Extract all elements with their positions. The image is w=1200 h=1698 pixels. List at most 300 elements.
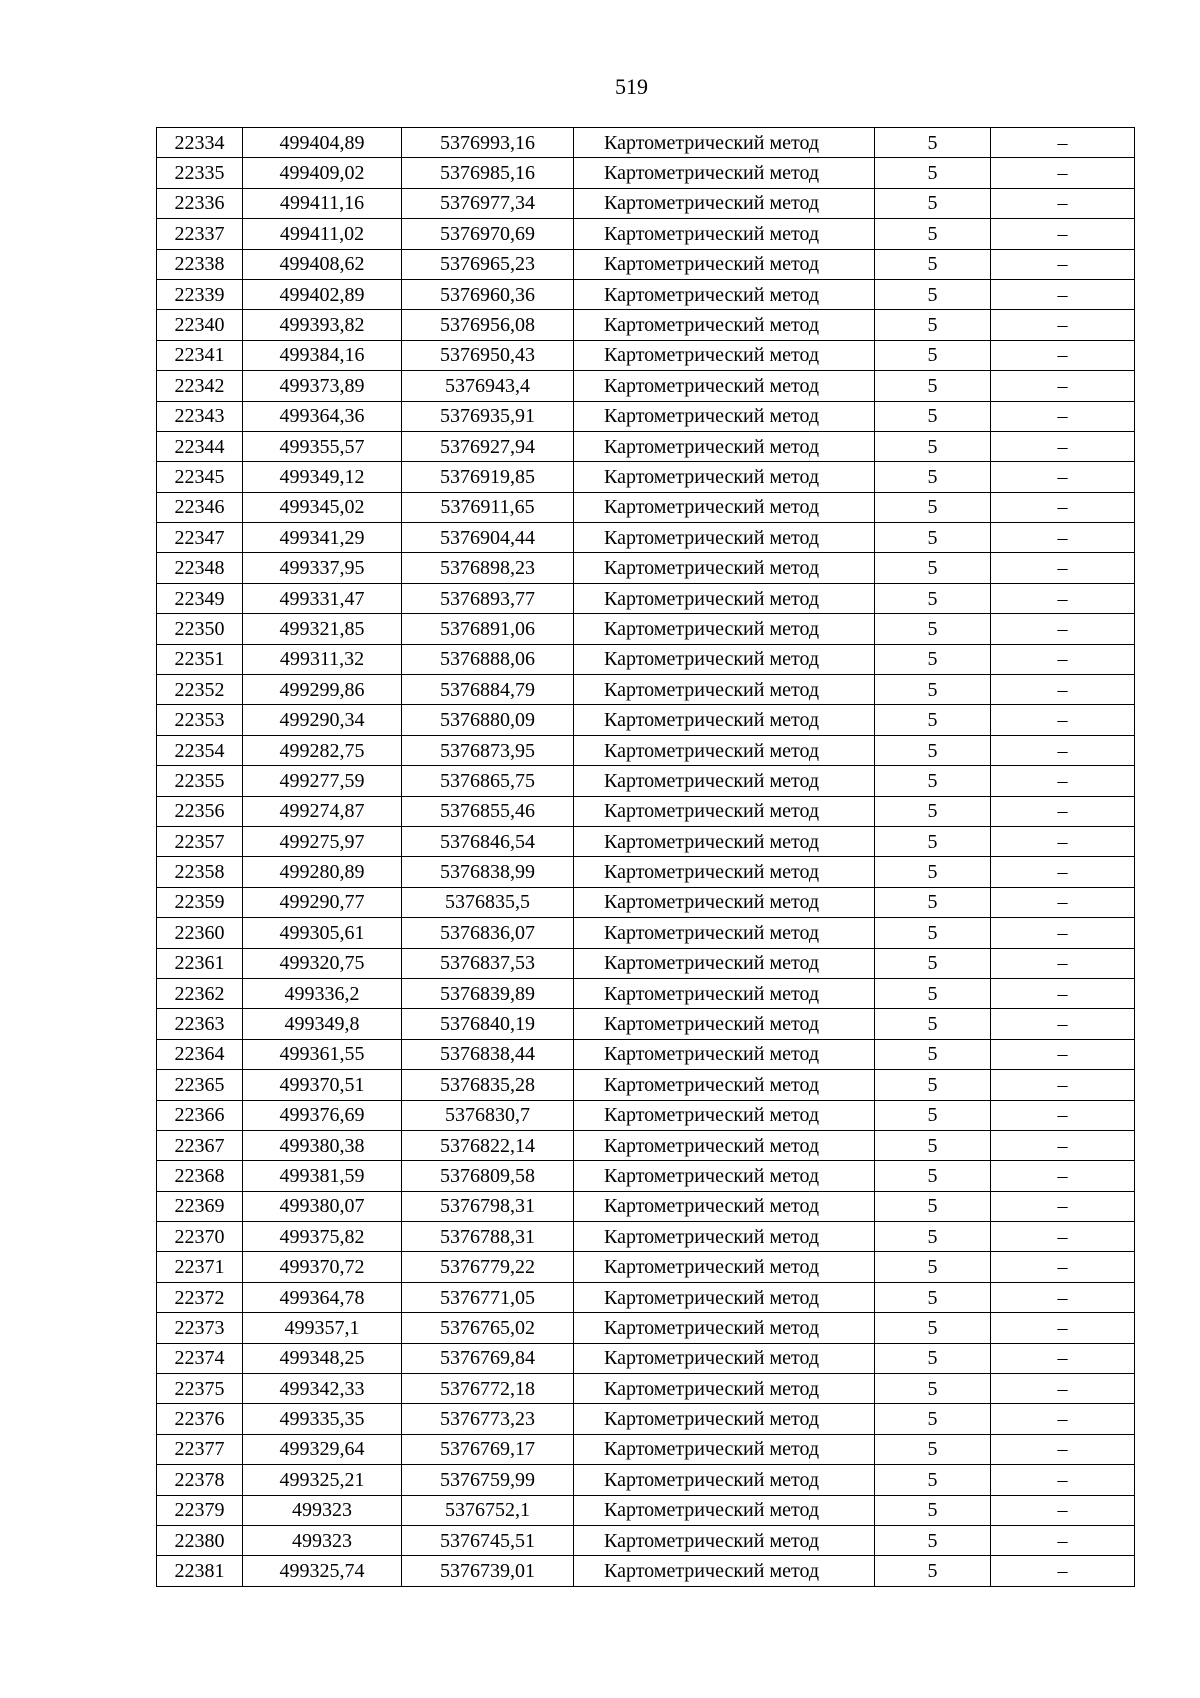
accuracy-cell: 5 bbox=[875, 1343, 991, 1373]
method-cell: Картометрический метод bbox=[574, 1222, 875, 1252]
point-number-cell: 22379 bbox=[157, 1495, 243, 1525]
table-row bbox=[157, 1100, 1135, 1130]
point-number-cell: 22342 bbox=[157, 371, 243, 401]
table-row bbox=[157, 1374, 1135, 1404]
accuracy-cell: 5 bbox=[875, 340, 991, 370]
table-body bbox=[157, 128, 1135, 1587]
method-cell: Картометрический метод bbox=[574, 918, 875, 948]
note-cell: – bbox=[991, 1374, 1135, 1404]
point-number-cell: 22376 bbox=[157, 1404, 243, 1434]
y-coordinate-cell: 5376977,34 bbox=[402, 188, 574, 218]
y-coordinate-cell: 5376779,22 bbox=[402, 1252, 574, 1282]
table-row bbox=[157, 735, 1135, 765]
table-row bbox=[157, 826, 1135, 856]
accuracy-cell: 5 bbox=[875, 279, 991, 309]
y-coordinate-cell: 5376798,31 bbox=[402, 1191, 574, 1221]
table-row bbox=[157, 1343, 1135, 1373]
x-coordinate-cell: 499357,1 bbox=[243, 1313, 402, 1343]
method-cell: Картометрический метод bbox=[574, 401, 875, 431]
x-coordinate-cell: 499342,33 bbox=[243, 1374, 402, 1404]
accuracy-cell: 5 bbox=[875, 1252, 991, 1282]
note-cell: – bbox=[991, 462, 1135, 492]
table-row bbox=[157, 1161, 1135, 1191]
note-cell: – bbox=[991, 675, 1135, 705]
point-number-cell: 22336 bbox=[157, 188, 243, 218]
table-row bbox=[157, 583, 1135, 613]
table-row bbox=[157, 675, 1135, 705]
table-row bbox=[157, 158, 1135, 188]
y-coordinate-cell: 5376888,06 bbox=[402, 644, 574, 674]
method-cell: Картометрический метод bbox=[574, 279, 875, 309]
method-cell: Картометрический метод bbox=[574, 887, 875, 917]
table-row bbox=[157, 887, 1135, 917]
table-row bbox=[157, 948, 1135, 978]
point-number-cell: 22352 bbox=[157, 675, 243, 705]
accuracy-cell: 5 bbox=[875, 310, 991, 340]
method-cell: Картометрический метод bbox=[574, 158, 875, 188]
accuracy-cell: 5 bbox=[875, 1282, 991, 1312]
note-cell: – bbox=[991, 128, 1135, 158]
x-coordinate-cell: 499411,02 bbox=[243, 219, 402, 249]
y-coordinate-cell: 5376835,28 bbox=[402, 1070, 574, 1100]
method-cell: Картометрический метод bbox=[574, 1039, 875, 1069]
x-coordinate-cell: 499323 bbox=[243, 1495, 402, 1525]
y-coordinate-cell: 5376839,89 bbox=[402, 978, 574, 1008]
note-cell: – bbox=[991, 279, 1135, 309]
x-coordinate-cell: 499275,97 bbox=[243, 826, 402, 856]
method-cell: Картометрический метод bbox=[574, 675, 875, 705]
method-cell: Картометрический метод bbox=[574, 310, 875, 340]
x-coordinate-cell: 499380,38 bbox=[243, 1130, 402, 1160]
table-row bbox=[157, 1130, 1135, 1160]
point-number-cell: 22356 bbox=[157, 796, 243, 826]
method-cell: Картометрический метод bbox=[574, 1130, 875, 1160]
method-cell: Картометрический метод bbox=[574, 219, 875, 249]
method-cell: Картометрический метод bbox=[574, 1556, 875, 1586]
table-row bbox=[157, 401, 1135, 431]
y-coordinate-cell: 5376769,84 bbox=[402, 1343, 574, 1373]
x-coordinate-cell: 499325,74 bbox=[243, 1556, 402, 1586]
y-coordinate-cell: 5376771,05 bbox=[402, 1282, 574, 1312]
page-number: 519 bbox=[615, 74, 648, 99]
point-number-cell: 22347 bbox=[157, 523, 243, 553]
point-number-cell: 22337 bbox=[157, 219, 243, 249]
table-row bbox=[157, 1039, 1135, 1069]
point-number-cell: 22348 bbox=[157, 553, 243, 583]
method-cell: Картометрический метод bbox=[574, 1252, 875, 1282]
note-cell: – bbox=[991, 1525, 1135, 1555]
x-coordinate-cell: 499321,85 bbox=[243, 614, 402, 644]
method-cell: Картометрический метод bbox=[574, 614, 875, 644]
accuracy-cell: 5 bbox=[875, 401, 991, 431]
x-coordinate-cell: 499277,59 bbox=[243, 766, 402, 796]
accuracy-cell: 5 bbox=[875, 128, 991, 158]
table-row bbox=[157, 1525, 1135, 1555]
point-number-cell: 22341 bbox=[157, 340, 243, 370]
note-cell: – bbox=[991, 1222, 1135, 1252]
table-row bbox=[157, 614, 1135, 644]
point-number-cell: 22346 bbox=[157, 492, 243, 522]
note-cell: – bbox=[991, 1343, 1135, 1373]
table-row bbox=[157, 918, 1135, 948]
y-coordinate-cell: 5376838,44 bbox=[402, 1039, 574, 1069]
method-cell: Картометрический метод bbox=[574, 766, 875, 796]
accuracy-cell: 5 bbox=[875, 1434, 991, 1464]
method-cell: Картометрический метод bbox=[574, 1343, 875, 1373]
table-row bbox=[157, 249, 1135, 279]
point-number-cell: 22335 bbox=[157, 158, 243, 188]
point-number-cell: 22377 bbox=[157, 1434, 243, 1464]
table-row bbox=[157, 1009, 1135, 1039]
table-row bbox=[157, 553, 1135, 583]
x-coordinate-cell: 499325,21 bbox=[243, 1465, 402, 1495]
table-row bbox=[157, 705, 1135, 735]
note-cell: – bbox=[991, 978, 1135, 1008]
method-cell: Картометрический метод bbox=[574, 188, 875, 218]
point-number-cell: 22365 bbox=[157, 1070, 243, 1100]
accuracy-cell: 5 bbox=[875, 462, 991, 492]
y-coordinate-cell: 5376880,09 bbox=[402, 705, 574, 735]
table-row bbox=[157, 462, 1135, 492]
y-coordinate-cell: 5376865,75 bbox=[402, 766, 574, 796]
note-cell: – bbox=[991, 1191, 1135, 1221]
y-coordinate-cell: 5376935,91 bbox=[402, 401, 574, 431]
table-row bbox=[157, 857, 1135, 887]
x-coordinate-cell: 499345,02 bbox=[243, 492, 402, 522]
point-number-cell: 22372 bbox=[157, 1282, 243, 1312]
y-coordinate-cell: 5376960,36 bbox=[402, 279, 574, 309]
y-coordinate-cell: 5376846,54 bbox=[402, 826, 574, 856]
method-cell: Картометрический метод bbox=[574, 523, 875, 553]
accuracy-cell: 5 bbox=[875, 553, 991, 583]
accuracy-cell: 5 bbox=[875, 1495, 991, 1525]
method-cell: Картометрический метод bbox=[574, 857, 875, 887]
method-cell: Картометрический метод bbox=[574, 1495, 875, 1525]
table-row bbox=[157, 1465, 1135, 1495]
y-coordinate-cell: 5376993,16 bbox=[402, 128, 574, 158]
method-cell: Картометрический метод bbox=[574, 1404, 875, 1434]
method-cell: Картометрический метод bbox=[574, 1525, 875, 1555]
note-cell: – bbox=[991, 553, 1135, 583]
y-coordinate-cell: 5376950,43 bbox=[402, 340, 574, 370]
y-coordinate-cell: 5376884,79 bbox=[402, 675, 574, 705]
note-cell: – bbox=[991, 705, 1135, 735]
x-coordinate-cell: 499337,95 bbox=[243, 553, 402, 583]
x-coordinate-cell: 499329,64 bbox=[243, 1434, 402, 1464]
method-cell: Картометрический метод bbox=[574, 1282, 875, 1312]
table-row bbox=[157, 1222, 1135, 1252]
table-row bbox=[157, 340, 1135, 370]
table-row bbox=[157, 188, 1135, 218]
y-coordinate-cell: 5376838,99 bbox=[402, 857, 574, 887]
accuracy-cell: 5 bbox=[875, 948, 991, 978]
note-cell: – bbox=[991, 1130, 1135, 1160]
table-row bbox=[157, 310, 1135, 340]
coordinates-table bbox=[156, 127, 1135, 1587]
y-coordinate-cell: 5376898,23 bbox=[402, 553, 574, 583]
y-coordinate-cell: 5376904,44 bbox=[402, 523, 574, 553]
y-coordinate-cell: 5376840,19 bbox=[402, 1009, 574, 1039]
accuracy-cell: 5 bbox=[875, 766, 991, 796]
method-cell: Картометрический метод bbox=[574, 735, 875, 765]
point-number-cell: 22364 bbox=[157, 1039, 243, 1069]
accuracy-cell: 5 bbox=[875, 1100, 991, 1130]
note-cell: – bbox=[991, 1100, 1135, 1130]
point-number-cell: 22370 bbox=[157, 1222, 243, 1252]
table-row bbox=[157, 219, 1135, 249]
accuracy-cell: 5 bbox=[875, 675, 991, 705]
note-cell: – bbox=[991, 583, 1135, 613]
point-number-cell: 22350 bbox=[157, 614, 243, 644]
x-coordinate-cell: 499376,69 bbox=[243, 1100, 402, 1130]
point-number-cell: 22367 bbox=[157, 1130, 243, 1160]
y-coordinate-cell: 5376965,23 bbox=[402, 249, 574, 279]
point-number-cell: 22351 bbox=[157, 644, 243, 674]
note-cell: – bbox=[991, 492, 1135, 522]
point-number-cell: 22338 bbox=[157, 249, 243, 279]
y-coordinate-cell: 5376752,1 bbox=[402, 1495, 574, 1525]
method-cell: Картометрический метод bbox=[574, 705, 875, 735]
accuracy-cell: 5 bbox=[875, 1525, 991, 1555]
y-coordinate-cell: 5376765,02 bbox=[402, 1313, 574, 1343]
table-row bbox=[157, 371, 1135, 401]
accuracy-cell: 5 bbox=[875, 644, 991, 674]
note-cell: – bbox=[991, 1465, 1135, 1495]
note-cell: – bbox=[991, 614, 1135, 644]
x-coordinate-cell: 499380,07 bbox=[243, 1191, 402, 1221]
point-number-cell: 22366 bbox=[157, 1100, 243, 1130]
note-cell: – bbox=[991, 1161, 1135, 1191]
y-coordinate-cell: 5376943,4 bbox=[402, 371, 574, 401]
note-cell: – bbox=[991, 431, 1135, 461]
x-coordinate-cell: 499364,78 bbox=[243, 1282, 402, 1312]
method-cell: Картометрический метод bbox=[574, 1070, 875, 1100]
note-cell: – bbox=[991, 249, 1135, 279]
accuracy-cell: 5 bbox=[875, 1313, 991, 1343]
note-cell: – bbox=[991, 857, 1135, 887]
note-cell: – bbox=[991, 1495, 1135, 1525]
y-coordinate-cell: 5376927,94 bbox=[402, 431, 574, 461]
y-coordinate-cell: 5376891,06 bbox=[402, 614, 574, 644]
x-coordinate-cell: 499320,75 bbox=[243, 948, 402, 978]
method-cell: Картометрический метод bbox=[574, 1161, 875, 1191]
note-cell: – bbox=[991, 1039, 1135, 1069]
table-row bbox=[157, 1313, 1135, 1343]
note-cell: – bbox=[991, 371, 1135, 401]
table-row bbox=[157, 796, 1135, 826]
point-number-cell: 22343 bbox=[157, 401, 243, 431]
method-cell: Картометрический метод bbox=[574, 583, 875, 613]
x-coordinate-cell: 499411,16 bbox=[243, 188, 402, 218]
x-coordinate-cell: 499280,89 bbox=[243, 857, 402, 887]
y-coordinate-cell: 5376822,14 bbox=[402, 1130, 574, 1160]
note-cell: – bbox=[991, 796, 1135, 826]
y-coordinate-cell: 5376855,46 bbox=[402, 796, 574, 826]
point-number-cell: 22344 bbox=[157, 431, 243, 461]
note-cell: – bbox=[991, 766, 1135, 796]
y-coordinate-cell: 5376970,69 bbox=[402, 219, 574, 249]
y-coordinate-cell: 5376911,65 bbox=[402, 492, 574, 522]
method-cell: Картометрический метод bbox=[574, 249, 875, 279]
method-cell: Картометрический метод bbox=[574, 492, 875, 522]
method-cell: Картометрический метод bbox=[574, 1009, 875, 1039]
table-row bbox=[157, 492, 1135, 522]
accuracy-cell: 5 bbox=[875, 1070, 991, 1100]
x-coordinate-cell: 499375,82 bbox=[243, 1222, 402, 1252]
accuracy-cell: 5 bbox=[875, 887, 991, 917]
accuracy-cell: 5 bbox=[875, 1404, 991, 1434]
y-coordinate-cell: 5376873,95 bbox=[402, 735, 574, 765]
note-cell: – bbox=[991, 1404, 1135, 1434]
accuracy-cell: 5 bbox=[875, 492, 991, 522]
accuracy-cell: 5 bbox=[875, 1556, 991, 1586]
note-cell: – bbox=[991, 401, 1135, 431]
table-row bbox=[157, 431, 1135, 461]
x-coordinate-cell: 499311,32 bbox=[243, 644, 402, 674]
point-number-cell: 22345 bbox=[157, 462, 243, 492]
accuracy-cell: 5 bbox=[875, 371, 991, 401]
point-number-cell: 22375 bbox=[157, 1374, 243, 1404]
table-row bbox=[157, 1404, 1135, 1434]
x-coordinate-cell: 499370,72 bbox=[243, 1252, 402, 1282]
method-cell: Картометрический метод bbox=[574, 948, 875, 978]
x-coordinate-cell: 499349,12 bbox=[243, 462, 402, 492]
accuracy-cell: 5 bbox=[875, 1039, 991, 1069]
x-coordinate-cell: 499393,82 bbox=[243, 310, 402, 340]
accuracy-cell: 5 bbox=[875, 978, 991, 1008]
accuracy-cell: 5 bbox=[875, 735, 991, 765]
y-coordinate-cell: 5376837,53 bbox=[402, 948, 574, 978]
x-coordinate-cell: 499348,25 bbox=[243, 1343, 402, 1373]
note-cell: – bbox=[991, 219, 1135, 249]
point-number-cell: 22353 bbox=[157, 705, 243, 735]
accuracy-cell: 5 bbox=[875, 918, 991, 948]
table-row bbox=[157, 766, 1135, 796]
point-number-cell: 22339 bbox=[157, 279, 243, 309]
table-row bbox=[157, 279, 1135, 309]
x-coordinate-cell: 499282,75 bbox=[243, 735, 402, 765]
accuracy-cell: 5 bbox=[875, 188, 991, 218]
accuracy-cell: 5 bbox=[875, 158, 991, 188]
accuracy-cell: 5 bbox=[875, 249, 991, 279]
y-coordinate-cell: 5376836,07 bbox=[402, 918, 574, 948]
y-coordinate-cell: 5376919,85 bbox=[402, 462, 574, 492]
x-coordinate-cell: 499373,89 bbox=[243, 371, 402, 401]
point-number-cell: 22373 bbox=[157, 1313, 243, 1343]
note-cell: – bbox=[991, 1070, 1135, 1100]
note-cell: – bbox=[991, 1556, 1135, 1586]
method-cell: Картометрический метод bbox=[574, 1313, 875, 1343]
note-cell: – bbox=[991, 1282, 1135, 1312]
x-coordinate-cell: 499299,86 bbox=[243, 675, 402, 705]
point-number-cell: 22369 bbox=[157, 1191, 243, 1221]
accuracy-cell: 5 bbox=[875, 614, 991, 644]
y-coordinate-cell: 5376830,7 bbox=[402, 1100, 574, 1130]
point-number-cell: 22362 bbox=[157, 978, 243, 1008]
note-cell: – bbox=[991, 310, 1135, 340]
x-coordinate-cell: 499349,8 bbox=[243, 1009, 402, 1039]
y-coordinate-cell: 5376769,17 bbox=[402, 1434, 574, 1464]
table-row bbox=[157, 1252, 1135, 1282]
method-cell: Картометрический метод bbox=[574, 371, 875, 401]
table-row bbox=[157, 128, 1135, 158]
point-number-cell: 22363 bbox=[157, 1009, 243, 1039]
point-number-cell: 22371 bbox=[157, 1252, 243, 1282]
point-number-cell: 22354 bbox=[157, 735, 243, 765]
accuracy-cell: 5 bbox=[875, 431, 991, 461]
note-cell: – bbox=[991, 340, 1135, 370]
accuracy-cell: 5 bbox=[875, 1161, 991, 1191]
point-number-cell: 22381 bbox=[157, 1556, 243, 1586]
x-coordinate-cell: 499404,89 bbox=[243, 128, 402, 158]
point-number-cell: 22359 bbox=[157, 887, 243, 917]
point-number-cell: 22374 bbox=[157, 1343, 243, 1373]
note-cell: – bbox=[991, 948, 1135, 978]
method-cell: Картометрический метод bbox=[574, 128, 875, 158]
y-coordinate-cell: 5376893,77 bbox=[402, 583, 574, 613]
y-coordinate-cell: 5376788,31 bbox=[402, 1222, 574, 1252]
point-number-cell: 22349 bbox=[157, 583, 243, 613]
table-row bbox=[157, 1556, 1135, 1586]
note-cell: – bbox=[991, 523, 1135, 553]
x-coordinate-cell: 499402,89 bbox=[243, 279, 402, 309]
point-number-cell: 22357 bbox=[157, 826, 243, 856]
accuracy-cell: 5 bbox=[875, 1009, 991, 1039]
accuracy-cell: 5 bbox=[875, 857, 991, 887]
table-row bbox=[157, 1282, 1135, 1312]
note-cell: – bbox=[991, 887, 1135, 917]
note-cell: – bbox=[991, 1434, 1135, 1464]
y-coordinate-cell: 5376745,51 bbox=[402, 1525, 574, 1555]
table-row bbox=[157, 978, 1135, 1008]
point-number-cell: 22360 bbox=[157, 918, 243, 948]
method-cell: Картометрический метод bbox=[574, 1191, 875, 1221]
point-number-cell: 22355 bbox=[157, 766, 243, 796]
x-coordinate-cell: 499384,16 bbox=[243, 340, 402, 370]
accuracy-cell: 5 bbox=[875, 826, 991, 856]
x-coordinate-cell: 499341,29 bbox=[243, 523, 402, 553]
point-number-cell: 22334 bbox=[157, 128, 243, 158]
y-coordinate-cell: 5376956,08 bbox=[402, 310, 574, 340]
table-row bbox=[157, 1495, 1135, 1525]
method-cell: Картометрический метод bbox=[574, 796, 875, 826]
table-row bbox=[157, 644, 1135, 674]
x-coordinate-cell: 499361,55 bbox=[243, 1039, 402, 1069]
note-cell: – bbox=[991, 158, 1135, 188]
table-row bbox=[157, 1070, 1135, 1100]
x-coordinate-cell: 499408,62 bbox=[243, 249, 402, 279]
point-number-cell: 22358 bbox=[157, 857, 243, 887]
accuracy-cell: 5 bbox=[875, 1130, 991, 1160]
note-cell: – bbox=[991, 735, 1135, 765]
x-coordinate-cell: 499305,61 bbox=[243, 918, 402, 948]
accuracy-cell: 5 bbox=[875, 1465, 991, 1495]
y-coordinate-cell: 5376772,18 bbox=[402, 1374, 574, 1404]
point-number-cell: 22361 bbox=[157, 948, 243, 978]
method-cell: Картометрический метод bbox=[574, 1100, 875, 1130]
method-cell: Картометрический метод bbox=[574, 826, 875, 856]
table-row bbox=[157, 1191, 1135, 1221]
y-coordinate-cell: 5376985,16 bbox=[402, 158, 574, 188]
point-number-cell: 22380 bbox=[157, 1525, 243, 1555]
y-coordinate-cell: 5376759,99 bbox=[402, 1465, 574, 1495]
x-coordinate-cell: 499290,34 bbox=[243, 705, 402, 735]
accuracy-cell: 5 bbox=[875, 583, 991, 613]
x-coordinate-cell: 499274,87 bbox=[243, 796, 402, 826]
note-cell: – bbox=[991, 1009, 1135, 1039]
point-number-cell: 22340 bbox=[157, 310, 243, 340]
y-coordinate-cell: 5376809,58 bbox=[402, 1161, 574, 1191]
